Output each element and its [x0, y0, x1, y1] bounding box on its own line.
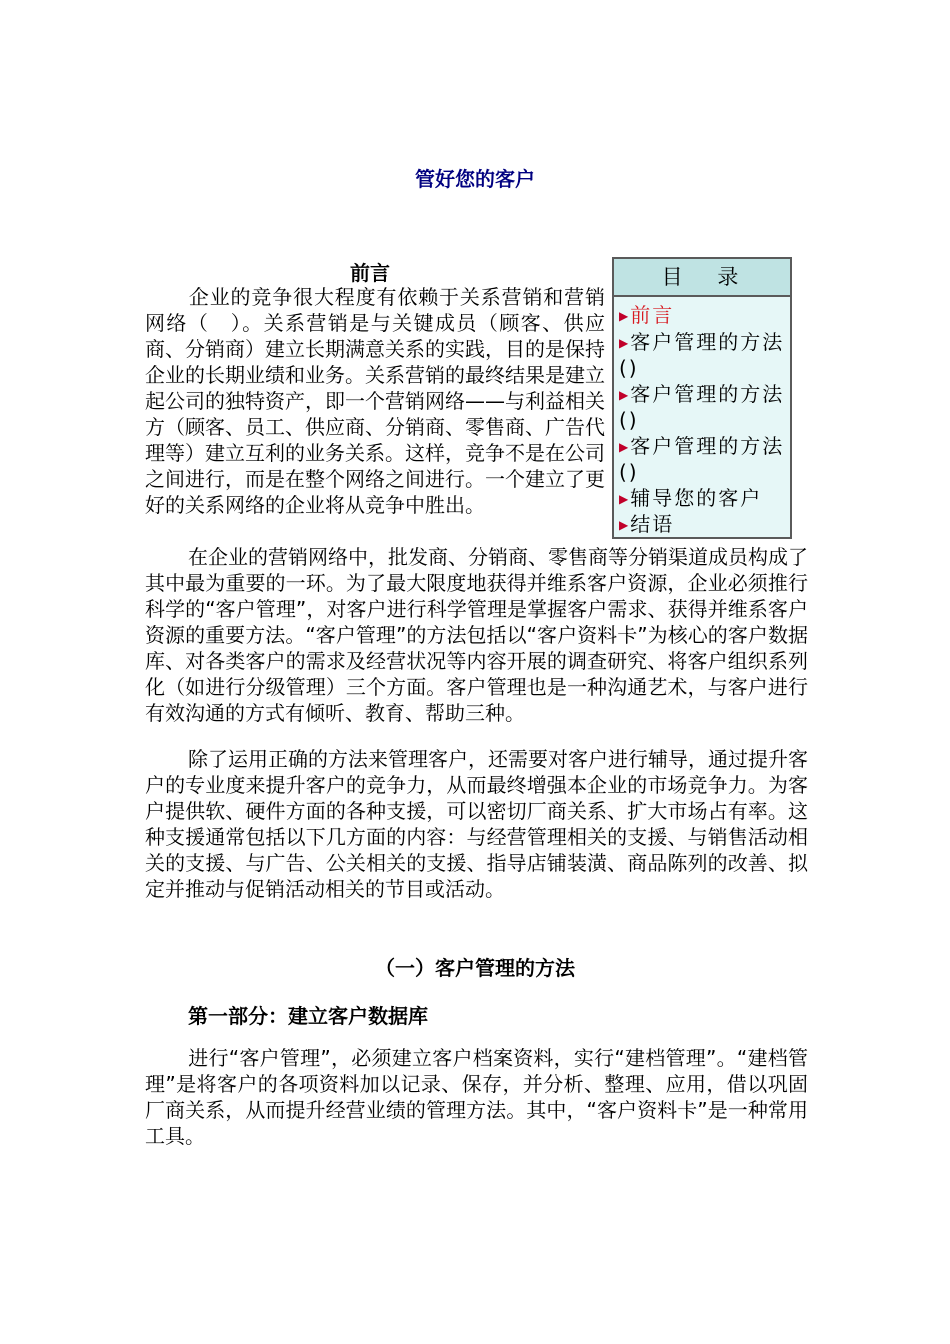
toc-item-conclusion[interactable]: ▶ 结语 [619, 512, 675, 536]
toc-item-preface[interactable]: ▶ 前言 [619, 303, 675, 327]
triangle-right-icon: ▶ [619, 387, 629, 402]
triangle-right-icon: ▶ [619, 439, 629, 454]
triangle-right-icon: ▶ [619, 309, 629, 323]
page-title: 管好您的客户 [415, 167, 535, 191]
toc-item-method-2[interactable]: ▶ 客户管理的方法() [619, 381, 785, 432]
triangle-right-icon: ▶ [619, 518, 629, 532]
part1-heading: （一）客户管理的方法 [375, 956, 575, 980]
toc-item-method-1[interactable]: ▶ 客户管理的方法() [619, 329, 785, 380]
toc-item-method-3[interactable]: ▶ 客户管理的方法() [619, 433, 785, 484]
table-of-contents [612, 257, 792, 539]
preface-paragraph-1: 企业的竞争很大程度有依赖于关系营销和营销网络（ ）。关系营销是与关键成员（顾客、供应商、分销商）建立长期满意关系的实践，目的是保持企业的长期业绩和业务。关系营销的最终结果是建立起公司的独特资产，即一个营销网络——与利益相关方（顾客、员工、供应商、分销商、零售商、广告代理等）建立互利的业务关系。这样，竞争不是在公司之间进行，而是在整个网络之间进行。一个建立了更好的关系网络的企业将从竞争中胜出。 [145, 285, 605, 517]
preface-paragraph-3: 除了运用正确的方法来管理客户，还需要对客户进行辅导，通过提升客户的专业度来提升客户的竞争力，从而最终增强本企业的市场竞争力。为客户提供软、硬件方面的各种支援，可以密切厂商关系、扩大市场占有率。这种支援通常包括以下几方面的内容：与经营管理相关的支援、与销售活动相关的支援、与广告、公关相关的支援、指导店铺装潢、商品陈列的改善、拟定并推动与促销活动相关的节目或活动。 [145, 747, 808, 901]
preface-paragraph-2: 在企业的营销网络中，批发商、分销商、零售商等分销渠道成员构成了其中最为重要的一环。为了最大限度地获得并维系客户资源，企业必须推行科学的“客户管理”，对客户进行科学管理是掌握客户需求、获得并维系客户资源的重要方法。“客户管理”的方法包括以“客户资料卡”为核心的客户数据库、对各类客户的需求及经营状况等内容开展的调查研究、将客户组织系列化（如进行分级管理）三个方面。客户管理也是一种沟通艺术，与客户进行有效沟通的方式有倾听、教育、帮助三种。 [145, 545, 808, 725]
toc-item-coaching[interactable]: ▶ 辅导您的客户 [619, 485, 763, 510]
preface-heading: 前言 [350, 261, 390, 285]
toc-heading: 目 录 [614, 259, 790, 297]
part1-paragraph: 进行“客户管理”，必须建立客户档案资料，实行“建档管理”。“建档管理”是将客户的各项资料加以记录、保存，并分析、整理、应用，借以巩固厂商关系，从而提升经营业绩的管理方法。其中，“客户资料卡”是一种常用工具。 [145, 1046, 808, 1148]
triangle-right-icon: ▶ [619, 335, 629, 350]
part1-subheading: 第一部分：建立客户数据库 [188, 1004, 428, 1028]
triangle-right-icon: ▶ [619, 491, 629, 506]
toc-list [614, 297, 790, 539]
